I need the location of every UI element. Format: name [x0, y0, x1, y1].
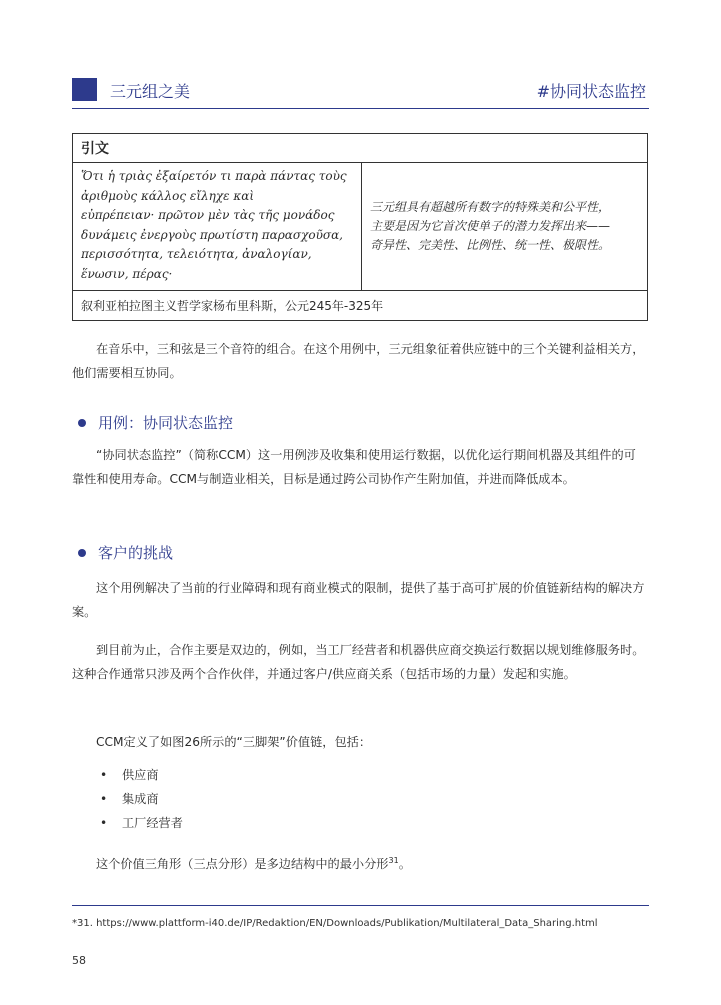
- challenge-paragraph-3: CCM定义了如图26所示的“三脚架”价值链，包括：: [96, 735, 372, 749]
- greek-line: ἕνωσιν, πέρας·: [81, 266, 173, 281]
- greek-line: εὐπρέπειαν· πρῶτον μὲν τὰς τῆς μονάδος: [81, 208, 335, 222]
- section-heading-label: 客户的挑战: [98, 544, 174, 562]
- bullet-icon: •: [100, 792, 108, 806]
- bullet-dot-icon: [78, 549, 86, 557]
- header-section-tag: #协同状态监控: [536, 82, 646, 101]
- section-heading-challenge: [72, 542, 173, 563]
- bullet-icon: •: [100, 768, 108, 782]
- quote-table: [72, 133, 648, 321]
- list-item: • 供应商: [100, 763, 183, 787]
- header-divider: [72, 108, 649, 109]
- greek-quote: [73, 163, 362, 291]
- footnote-ref[interactable]: 31: [388, 856, 399, 865]
- stakeholder-list: [100, 763, 183, 835]
- section-heading-label: 用例：协同状态监控: [98, 414, 234, 432]
- translation-line: 三元组具有超越所有数字的特殊美和公平性，: [370, 200, 611, 214]
- quote-source: 叙利亚柏拉图主义哲学家杨布里科斯，公元245年-325年: [73, 291, 648, 321]
- use-case-paragraph: “协同状态监控”（简称CCM）这一用例涉及收集和使用运行数据，以优化运行期间机器及其组件的可靠性和使用寿命。CCM与制造业相关，目标是通过跨公司协作产生附加值，并进而降低成本。: [72, 448, 636, 486]
- footnote-divider: [72, 905, 649, 906]
- section-heading-use-case: [72, 412, 233, 433]
- quote-translation: [362, 163, 648, 291]
- footnote-text[interactable]: *31. https://www.plattform-i40.de/IP/Redaktion/EN/Downloads/Publikation/Multilateral_Data_Sharing.html: [72, 918, 598, 929]
- bullet-dot-icon: [78, 419, 86, 427]
- translation-line: 奇异性、完美性、比例性、统一性、极限性。: [370, 238, 611, 252]
- page-number: 58: [72, 954, 86, 967]
- challenge-paragraph-1: 这个用例解决了当前的行业障碍和现有商业模式的限制，提供了基于高可扩展的价值链新结构的解决方案。: [72, 581, 645, 619]
- list-item: • 集成商: [100, 787, 183, 811]
- quote-table-title: 引文: [73, 134, 648, 163]
- greek-line: περισσότητα, τελειότητα, ἀναλογίαν,: [81, 247, 312, 261]
- greek-line: δυνάμεις ἐνεργοὺς πρωτίστη παρασχοῦσα,: [81, 227, 343, 242]
- greek-line: Ὅτι ἡ τριὰς ἐξαίρετόν τι παρὰ πάντας τοὺς: [81, 169, 347, 183]
- header-square-icon: [72, 78, 97, 101]
- challenge-paragraph-2: 到目前为止，合作主要是双边的，例如，当工厂经营者和机器供应商交换运行数据以规划维修服务时。这种合作通常只涉及两个合作伙伴，并通过客户/供应商关系（包括市场的力量）发起和实施。: [72, 643, 645, 681]
- bullet-icon: •: [100, 816, 108, 830]
- list-item: • 工厂经营者: [100, 811, 183, 835]
- intro-paragraph: 在音乐中，三和弦是三个音符的组合。在这个用例中，三元组象征着供应链中的三个关键利益相关方，他们需要相互协同。: [72, 342, 645, 380]
- header-title: 三元组之美: [110, 82, 191, 101]
- closing-paragraph: 这个价值三角形（三点分形）是多边结构中的最小分形$^{31}$。: [96, 856, 411, 872]
- greek-line: ἀριθμοὺς κάλλος εἴληχε καὶ: [81, 188, 255, 203]
- translation-line: 主要是因为它首次使单子的潜力发挥出来——: [370, 219, 611, 233]
